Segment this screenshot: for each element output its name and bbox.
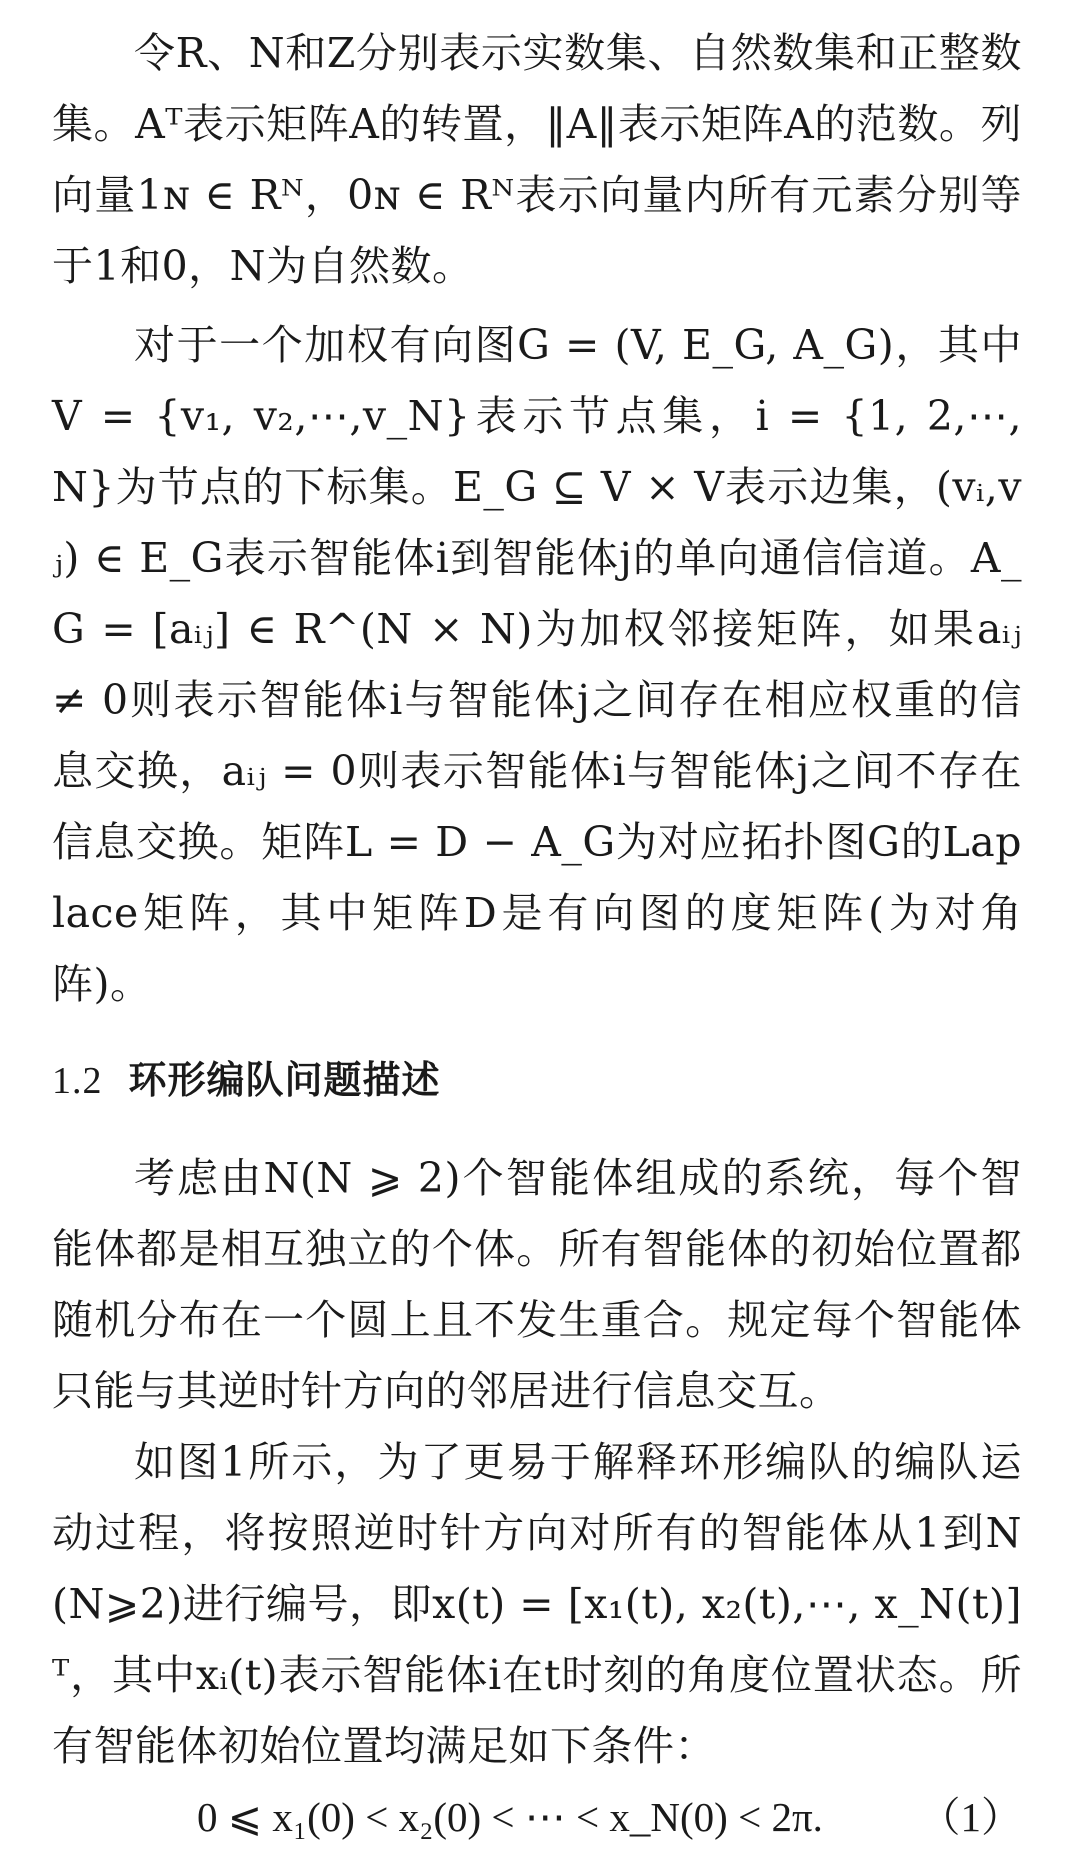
paragraph-notation: 令R、N和Z分别表示实数集、自然数集和正整数集。Aᵀ表示矩阵A的转置，‖A‖表示矩阵A的范数。列向量1ɴ ∈ Rᴺ，0ɴ ∈ Rᴺ表示向量内所有元素分别等于1和0，N为自然数。	[52, 29, 1022, 290]
section-title: 环形编队问题描述	[128, 1058, 441, 1102]
section-number: 1.2	[52, 1060, 103, 1102]
equation-1	[52, 1782, 1022, 1853]
paragraph-numbering: 如图1所示，为了更易于解释环形编队的编队运动过程，将按照逆时针方向对所有的智能体从1到N(N⩾2)进行编号，即x(t) = [x₁(t), x₂(t),⋯, x_N(t)]ᵀ，其中xᵢ(t)表示智能体i在t时刻的角度位置状态。所有智能体初始位置均满足如下条件：	[52, 1438, 1022, 1770]
section-heading	[52, 1050, 1022, 1111]
equation-number: （1）	[919, 1794, 1022, 1840]
paragraph-graph-definition: 对于一个加权有向图G = (V, E_G, A_G)，其中V = {v₁, v₂,⋯,v_N}表示节点集，i = {1, 2,⋯, N}为节点的下标集。E_G ⊆ V × V表示边集，(vᵢ,vⱼ) ∈ E_G表示智能体i到智能体j的单向通信信道。A_G = [aᵢⱼ] ∈ R^(N × N)为加权邻接矩阵，如果aᵢⱼ ≠ 0则表示智能体i与智能体j之间存在相应权重的信息交换，aᵢⱼ = 0则表示智能体i与智能体j之间不存在信息交换。矩阵L = D − A_G为对应拓扑图G的Laplace矩阵，其中矩阵D是有向图的度矩阵(为对角阵)。	[52, 321, 1022, 1008]
paragraph-system-description: 考虑由N(N ⩾ 2)个智能体组成的系统，每个智能体都是相互独立的个体。所有智能体的初始位置都随机分布在一个圆上且不发生重合。规定每个智能体只能与其逆时针方向的邻居进行信息交互。	[52, 1154, 1022, 1415]
equation-body: 0 ⩽ x₁(0) < x₂(0) < ⋯ < x_N(0) < 2π.	[197, 1794, 823, 1840]
